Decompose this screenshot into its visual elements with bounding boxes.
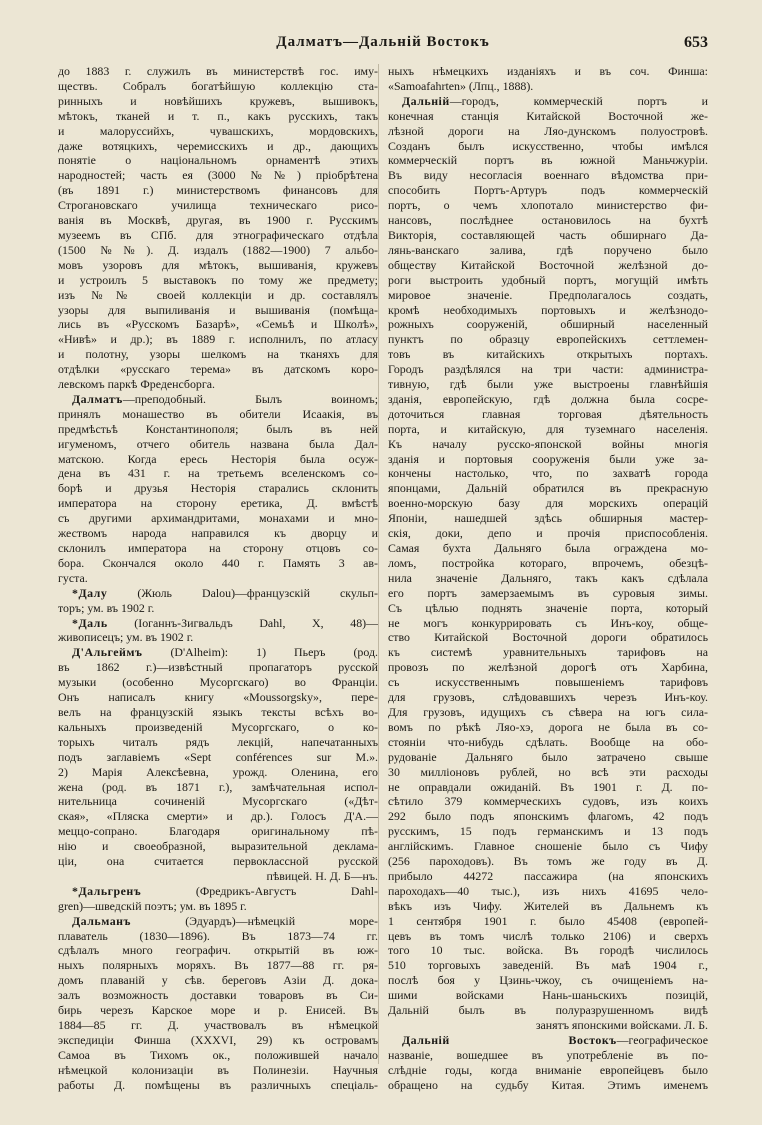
line-text: и малоруссийхъ, чувашскихъ, мордовскихъ, [58, 123, 378, 138]
text-line [58, 601, 378, 616]
line-text: ломъ, постройка котораго, впрочемъ, обезцѣ- [388, 555, 708, 570]
text-line [388, 973, 708, 988]
line-text: ство Китайской Восточной дороги обратилось [388, 630, 708, 645]
text-line [388, 392, 708, 407]
line-text: тивную, гдѣ были уже выстроены главнѣйшія [388, 377, 708, 392]
text-line [388, 109, 708, 124]
page-number: 653 [684, 34, 708, 51]
line-text: для грузовъ, слѣдовавшихъ черезъ Инъ-коу. [388, 690, 708, 705]
text-line [388, 228, 708, 243]
text-line [58, 1003, 378, 1018]
text-line [388, 377, 708, 392]
text-line [58, 64, 378, 79]
text-line [58, 258, 378, 273]
text-line [58, 168, 378, 183]
text-line [58, 630, 378, 645]
text-line [388, 958, 708, 973]
text-line [388, 1078, 708, 1093]
text-line [58, 243, 378, 258]
line-text: съ другими архимандритами, монахами и мно- [58, 511, 378, 526]
line-text: пунктъ по образцу европейскихъ сеттлемен- [388, 332, 708, 347]
line-text: (D'Alheim): 1) Пьеръ (род. [142, 645, 378, 660]
line-text: (Іоганнъ-Зигвальдъ Dahl, X, 48)— [107, 615, 378, 630]
text-line [388, 809, 708, 824]
line-text: предмѣстьѣ Константинополя; былъ въ ней [58, 421, 378, 436]
line-text: ринныхъ и новѣйшихъ кружевъ, вышивокъ, [58, 93, 378, 108]
text-line [388, 988, 708, 1003]
line-text: (Эдуардъ)—нѣмецкій море- [130, 913, 378, 928]
line-text: Онъ написалъ книгу «Moussorgsky», пере- [58, 690, 378, 705]
text-line [58, 899, 378, 914]
line-text: Самоа въ Тихомъ ок., положившей начало [58, 1047, 378, 1062]
line-text: мировое значеніе. Предполагалось создать, [388, 287, 708, 302]
text-line [388, 1048, 708, 1063]
text-line [58, 303, 378, 318]
line-text: ціи, она считается первоклассной русской [58, 854, 378, 869]
line-text: занятъ японскими войсками. Л. Б. [535, 1018, 708, 1032]
text-line [388, 780, 708, 795]
line-text: домъ плаваній у сѣв. береговъ Азіи Д. дока- [58, 973, 378, 988]
entry-headword: *Дальгренъ [72, 883, 142, 898]
text-line [58, 973, 378, 988]
line-text: коммерческій портъ въ южной Маньчжуріи. [388, 153, 708, 168]
text-line [388, 303, 708, 318]
text-line [58, 1048, 378, 1063]
line-text: вѣкъ изъ Чифу. Жителей въ Дальнемъ къ [388, 898, 708, 913]
line-text: (1500 №№). Д. издалъ (1882—1900) 7 альбо- [58, 242, 378, 257]
text-line [58, 422, 378, 437]
text-line [58, 317, 378, 332]
text-line [58, 794, 378, 809]
line-text: ская», «Пляска смерти» и др.). Голосъ Д'А.— [58, 809, 378, 824]
text-line [58, 780, 378, 795]
line-text: —преподобный. Былъ воиномъ; [122, 391, 378, 406]
text-line [388, 273, 708, 288]
line-text: роги выстроить удобный портъ, могущій имѣть [388, 272, 708, 287]
line-text: нію и своеобразной, выразительной деклама- [58, 839, 378, 854]
text-line [58, 571, 378, 586]
text-line [388, 735, 708, 750]
text-line [58, 407, 378, 422]
line-text: шими войсками Нань-шаньскихъ позицій, [388, 988, 708, 1003]
text-line [58, 288, 378, 303]
line-text: залъ возможность доставки товаровъ въ Си- [58, 988, 378, 1003]
text-line [58, 586, 378, 601]
text-line [388, 422, 708, 437]
text-line [388, 1033, 708, 1048]
text-line [388, 765, 708, 780]
text-line [388, 511, 708, 526]
text-line [58, 809, 378, 824]
line-text: къ системѣ уравнительныхъ тарифовъ на [388, 645, 708, 660]
line-text: нансовъ, послѣднее остановилось на бухтѣ [388, 213, 708, 228]
line-text: въ 1862 г.)—извѣстный пропагаторъ русской [58, 660, 378, 675]
line-text: и полотну, узоры шелкомъ на тканяхъ для [58, 347, 378, 362]
text-line [58, 526, 378, 541]
line-text: обращено на судьбу Китая. Этимъ именемъ [388, 1077, 708, 1092]
line-text: Въ виду несогласія военнаго вѣдомства при- [388, 168, 708, 183]
text-line [388, 213, 708, 228]
line-text: торыхъ читалъ рядъ лекцій, напечатанныхъ [58, 734, 378, 749]
line-text: «Samoafahrten» (Лпц., 1888). [388, 78, 534, 93]
text-line [388, 705, 708, 720]
text-line [388, 481, 708, 496]
line-text: кальныхъ произведеній Мусоргскаго, о ко- [58, 719, 378, 734]
line-text: Викторія, составляющей часть обширнаго Да- [388, 227, 708, 242]
text-line [388, 139, 708, 154]
text-line [58, 645, 378, 660]
text-line [58, 988, 378, 1003]
text-line [58, 1018, 378, 1033]
text-line [388, 347, 708, 362]
line-text: ществъ. Собралъ богатѣйшую коллекцію ста- [58, 78, 378, 93]
line-text: ныхъ полярныхъ моряхъ. Въ 1877—88 гг. ря- [58, 958, 378, 973]
text-line [58, 929, 378, 944]
text-line [58, 392, 378, 407]
line-text: императора на сторону еретика, Д. вмѣстѣ [58, 496, 378, 511]
text-line [58, 362, 378, 377]
line-text: Къ началу русско-японской войны многія [388, 436, 708, 451]
line-text: товъ въ китайскихъ открытыхъ портахъ. [388, 347, 708, 362]
line-text: обществу Китайской Восточной желѣзной до- [388, 257, 708, 272]
line-text: сѣтило 379 коммерческихъ судовъ, изъ коихъ [388, 794, 708, 809]
line-text: прибыло 44272 пассажира (на японскихъ [388, 868, 708, 883]
text-line [58, 735, 378, 750]
entry-headword: *Даль [72, 615, 108, 630]
line-text: «Нивѣ» и др.); въ 1889 г. исполнилъ, по атласу [58, 332, 378, 347]
line-text: мѣтокъ, тканей и т. п., какъ русскихъ, такъ [58, 108, 378, 123]
line-text: зданія, европейскую, гдѣ должна была сосре- [388, 391, 708, 406]
text-line [58, 124, 378, 139]
line-text: его портъ замерзаемымъ въ суровыя зимы. [388, 585, 708, 600]
line-text: подъ заглавіемъ «Sept conférences sur M.». [58, 749, 378, 764]
text-line [58, 660, 378, 675]
line-text: 510 торговыхъ заведеній. Въ маѣ 1904 г., [388, 958, 708, 973]
text-line [388, 168, 708, 183]
line-text: gren)—шведскій поэтъ; ум. въ 1895 г. [58, 898, 247, 913]
line-text: ванія въ Москвѣ, другая, въ 1900 г. Русскимъ [58, 213, 378, 228]
text-line [58, 750, 378, 765]
text-line [58, 79, 378, 94]
text-line [388, 899, 708, 914]
line-text: (въ 1891 г.) министерствомъ финансовъ для [58, 183, 378, 198]
line-text: рудованіе Дальняго было затрачено свыше [388, 749, 708, 764]
text-line [58, 1033, 378, 1048]
text-line [58, 466, 378, 481]
text-line [388, 94, 708, 109]
text-line [388, 839, 708, 854]
line-text: 292 было подъ японскимъ флагомъ, 42 подъ [388, 809, 708, 824]
text-line [58, 1078, 378, 1093]
text-line [58, 183, 378, 198]
text-line [58, 213, 378, 228]
line-text: бора. Скончался около 440 г. Память 3 ав- [58, 555, 378, 570]
entry-headword: *Далу [72, 585, 108, 600]
text-line [58, 824, 378, 839]
text-line [58, 839, 378, 854]
line-text: торъ; ум. въ 1902 г. [58, 600, 155, 615]
text-line [388, 616, 708, 631]
text-line [388, 1003, 708, 1018]
text-line [388, 258, 708, 273]
line-text: стояніи что-нибудь сдѣлать. Вообще на обо- [388, 734, 708, 749]
text-line [388, 541, 708, 556]
line-text: японцами, Дальній обратился въ прекрасную [388, 481, 708, 496]
line-text: склонилъ императора на сторону отцовъ со- [58, 541, 378, 555]
line-text: Для грузовъ, идущихъ съ сѣвера на югъ сила- [388, 704, 708, 719]
text-line [388, 675, 708, 690]
text-line [388, 496, 708, 511]
line-text: скія, доки, депо и прочія приспособленія. [388, 526, 708, 541]
text-line [388, 64, 708, 79]
line-text: принялъ монашество въ обители Исаакія, въ [58, 406, 378, 421]
text-line [388, 1018, 708, 1033]
text-line [388, 690, 708, 705]
text-line [58, 720, 378, 735]
text-line [58, 153, 378, 168]
text-line [388, 198, 708, 213]
text-line [58, 854, 378, 869]
text-line [58, 332, 378, 347]
line-text: жествомъ народа направился къ дворцу и [58, 526, 378, 541]
text-line [388, 437, 708, 452]
line-text: (Жюль Dalou)—французскій скульп- [107, 585, 378, 600]
line-text: даже вотяцкихъ, черемисскихъ и др., дающихъ [58, 138, 378, 153]
line-text: игуменомъ, отчего обитель названа была Дал- [58, 436, 378, 451]
line-text: велъ на французскій языкъ тексты всѣхъ во- [58, 704, 378, 719]
line-text: Самая бухта Дальняго была ограждена мо- [388, 541, 708, 555]
text-line [388, 854, 708, 869]
entry-headword: Дальманъ [72, 913, 131, 928]
line-text: съ искусственнымъ повышеніемъ тарифовъ [388, 675, 708, 690]
line-text: плаватель (1830—1896). Въ 1873—74 гг. [58, 928, 378, 943]
line-text: Съ цѣлью поднять значеніе порта, который [388, 600, 708, 615]
text-line [388, 750, 708, 765]
text-line [388, 586, 708, 601]
text-line [388, 556, 708, 571]
text-line [388, 601, 708, 616]
text-line [58, 869, 378, 884]
text-line [58, 109, 378, 124]
line-text: цевъ въ томъ числѣ только 2106) и сверхъ [388, 928, 708, 943]
line-text: и устроилъ 5 выставокъ по тому же предмету; [58, 272, 378, 287]
text-line [58, 616, 378, 631]
line-text: кончены настолько, что, по захватѣ города [388, 466, 708, 481]
line-text: названіе, вошедшее въ употребленіе въ по- [388, 1047, 708, 1062]
text-line [58, 198, 378, 213]
line-text: лянь-ванскаго залива, гдѣ поручено было [388, 242, 708, 257]
line-text: работы Д. помѣщены въ различныхъ спеціаль- [58, 1077, 378, 1092]
line-text: —городъ, коммерческій портъ и [449, 93, 708, 108]
line-text: жена (род. въ 1871 г.), замѣчательная испол- [58, 779, 378, 794]
text-line [388, 660, 708, 675]
line-text: меццо-сопрано. Благодаря оригинальному пѣ- [58, 824, 378, 839]
line-text: не оправдали ожиданій. Въ 1901 г. Д. по- [388, 779, 708, 794]
line-text: густа. [58, 570, 88, 585]
line-text: лись въ «Русскомъ Базарѣ», «Семьѣ и Школѣ», [58, 317, 378, 332]
text-line [388, 869, 708, 884]
text-line [388, 124, 708, 139]
line-text: узоры для выпиливанія и вышиванія (помѣща- [58, 302, 378, 317]
line-text: 1 сентября 1901 г. было 45408 (европей- [388, 913, 708, 928]
left-column [58, 64, 378, 1093]
text-line [58, 765, 378, 780]
line-text: зданія и портовыя сооруженія были уже за- [388, 451, 708, 466]
line-text: Строгановскаго училища техническаго рисо- [58, 198, 378, 213]
line-text: Японіи, нашедшей здѣсь обширныя мастер- [388, 511, 708, 526]
text-line [58, 496, 378, 511]
line-text: рожныхъ сооруженій, обширный населенный [388, 317, 708, 332]
line-text: лѣзной дороги на Ляо-дунскомъ полуостровѣ. [388, 123, 708, 138]
right-column [388, 64, 708, 1093]
line-text: (256 пароходовъ). Въ томъ же году въ Д. [388, 854, 708, 869]
text-line [388, 571, 708, 586]
text-line [388, 526, 708, 541]
line-text: пароходахъ—40 тыс.), изъ нихъ 41695 чело- [388, 883, 708, 898]
line-text: бирь черезъ Карское море и р. Енисей. Въ [58, 1003, 378, 1018]
line-text: борѣ и друзья Несторія старались склонить [58, 481, 378, 496]
text-line [388, 794, 708, 809]
line-text: 30 милліоновъ рублей, но всѣ эти расходы [388, 764, 708, 779]
line-text: 2) Марія Алексѣевна, урожд. Оленина, его [58, 764, 378, 779]
line-text: 1884—85 гг. Д. участвовалъ въ нѣмецкой [58, 1018, 378, 1032]
text-line [388, 466, 708, 481]
line-text: левскомъ паркѣ Фреденсборга. [58, 377, 216, 392]
line-text: портъ, о чемъ хлопотало министерство фи- [388, 198, 708, 213]
line-text: живописецъ; ум. въ 1902 г. [58, 630, 194, 645]
line-text: Дальній былъ въ полуразрушенномъ видѣ [388, 1003, 708, 1018]
text-line [388, 243, 708, 258]
text-line [388, 943, 708, 958]
column-divider [378, 64, 379, 1064]
line-text: пѣвицей. Н. Д. Б—нъ. [266, 868, 378, 883]
line-text: способить Портъ-Артуръ подъ коммерческій [388, 183, 708, 198]
text-line [58, 452, 378, 467]
text-line [388, 720, 708, 735]
line-text: не могъ конкуррировать съ Инъ-коу, обще- [388, 615, 708, 630]
line-text: (Фредрикъ-Августъ Dahl- [141, 883, 378, 898]
text-line [58, 139, 378, 154]
text-line [58, 690, 378, 705]
line-text: экспедиціи Финша (XXXVI, 29) къ островамъ [58, 1032, 378, 1047]
line-text: музеемъ въ СПб. для этнографическаго отдѣла [58, 227, 378, 242]
text-line [388, 1063, 708, 1078]
text-line [58, 94, 378, 109]
text-line [388, 79, 708, 94]
line-text: сдѣлалъ много географич. открытій въ юж- [58, 943, 378, 958]
line-text: —географическое [616, 1032, 708, 1047]
line-text: музыки (особенно Мусоргскаго) во Франціи. [58, 675, 378, 690]
line-text: Городъ раздѣлялся на три части: администра- [388, 362, 708, 377]
text-line [388, 362, 708, 377]
text-line [388, 288, 708, 303]
line-text: порта, и китайскую, для туземнаго населенія. [388, 421, 708, 436]
line-text: нительница сочиненій Мусоргскаго («Дѣт- [58, 794, 378, 809]
text-line [58, 675, 378, 690]
text-line [388, 914, 708, 929]
text-line [388, 317, 708, 332]
line-text: военно-морскую базу для морскихъ операцій [388, 496, 708, 511]
line-text: матскою. Когда ересь Несторія была осуж- [58, 451, 378, 466]
text-line [388, 630, 708, 645]
text-line [58, 705, 378, 720]
text-line [58, 273, 378, 288]
text-line [388, 332, 708, 347]
text-line [388, 884, 708, 899]
line-text: Созданъ былъ искусственно, чтобы имѣлся [388, 138, 708, 153]
line-text: дена въ 431 г. на третьемъ вселенскомъ со- [58, 466, 378, 481]
line-text: до 1883 г. служилъ въ министерствѣ гос. иму- [58, 64, 378, 78]
text-line [388, 645, 708, 660]
text-line [58, 347, 378, 362]
text-line [388, 407, 708, 422]
line-text: изъ №№ своей коллекціи и др. составлялъ [58, 287, 378, 302]
text-line [58, 556, 378, 571]
line-text: кромѣ необходимыхъ портовыхъ и желѣзнодо- [388, 302, 708, 317]
text-line [388, 452, 708, 467]
entry-headword: Далматъ [72, 391, 123, 406]
text-line [58, 1063, 378, 1078]
text-line [58, 541, 378, 556]
page-header [58, 34, 708, 54]
line-text: слѣдніе годы, когда вниманіе европейцевъ было [388, 1062, 708, 1077]
text-line [58, 884, 378, 899]
text-line [58, 958, 378, 973]
line-text: мовъ узоровъ для мѣтокъ, вышиванія, кружевъ [58, 257, 378, 272]
text-line [58, 377, 378, 392]
text-line [388, 824, 708, 839]
line-text: ныхъ нѣмецкихъ изданіяхъ и въ соч. Финша: [388, 64, 708, 78]
line-text: провозъ по желѣзной дорогѣ отъ Харбина, [388, 660, 708, 675]
line-text: конечная станція Китайской Восточной же- [388, 108, 708, 123]
line-text: русскимъ, 15 подъ германскимъ и 13 подъ [388, 824, 708, 839]
text-line [58, 228, 378, 243]
entry-headword: Д'Альгеймъ [72, 645, 143, 660]
text-line [58, 511, 378, 526]
text-line [58, 437, 378, 452]
line-text: англійскимъ. Главное сношеніе было съ Чифу [388, 839, 708, 854]
running-title: Далматъ—Дальній Востокъ [276, 34, 490, 50]
line-text: народностей; часть ея (3000 №№) пріобрѣтена [58, 168, 378, 183]
entry-headword: Дальній Востокъ [402, 1032, 617, 1047]
line-text: понятіе о національномъ орнаментѣ этихъ [58, 153, 378, 168]
entry-headword: Дальній [402, 93, 450, 108]
line-text: нѣмецкой колонизаціи въ Полинезіи. Научныя [58, 1062, 378, 1077]
line-text: того 10 тыс. войска. Въ городѣ числилось [388, 943, 708, 958]
text-line [58, 481, 378, 496]
line-text: вомъ по рѣкѣ Ляо-хэ, дорога не была въ со- [388, 719, 708, 734]
text-line [388, 929, 708, 944]
text-line [58, 914, 378, 929]
line-text: отдѣлки «русскаго терема» въ датскомъ коро- [58, 362, 378, 377]
line-text: доточиться главная торговая дѣятельность [388, 406, 708, 421]
text-line [388, 183, 708, 198]
line-text: нила значеніе Дальняго, такъ какъ сдѣлала [388, 570, 708, 585]
text-line [388, 153, 708, 168]
text-line [58, 943, 378, 958]
line-text: послѣ боя у Цзинь-чжоу, съ очищеніемъ на- [388, 973, 708, 988]
